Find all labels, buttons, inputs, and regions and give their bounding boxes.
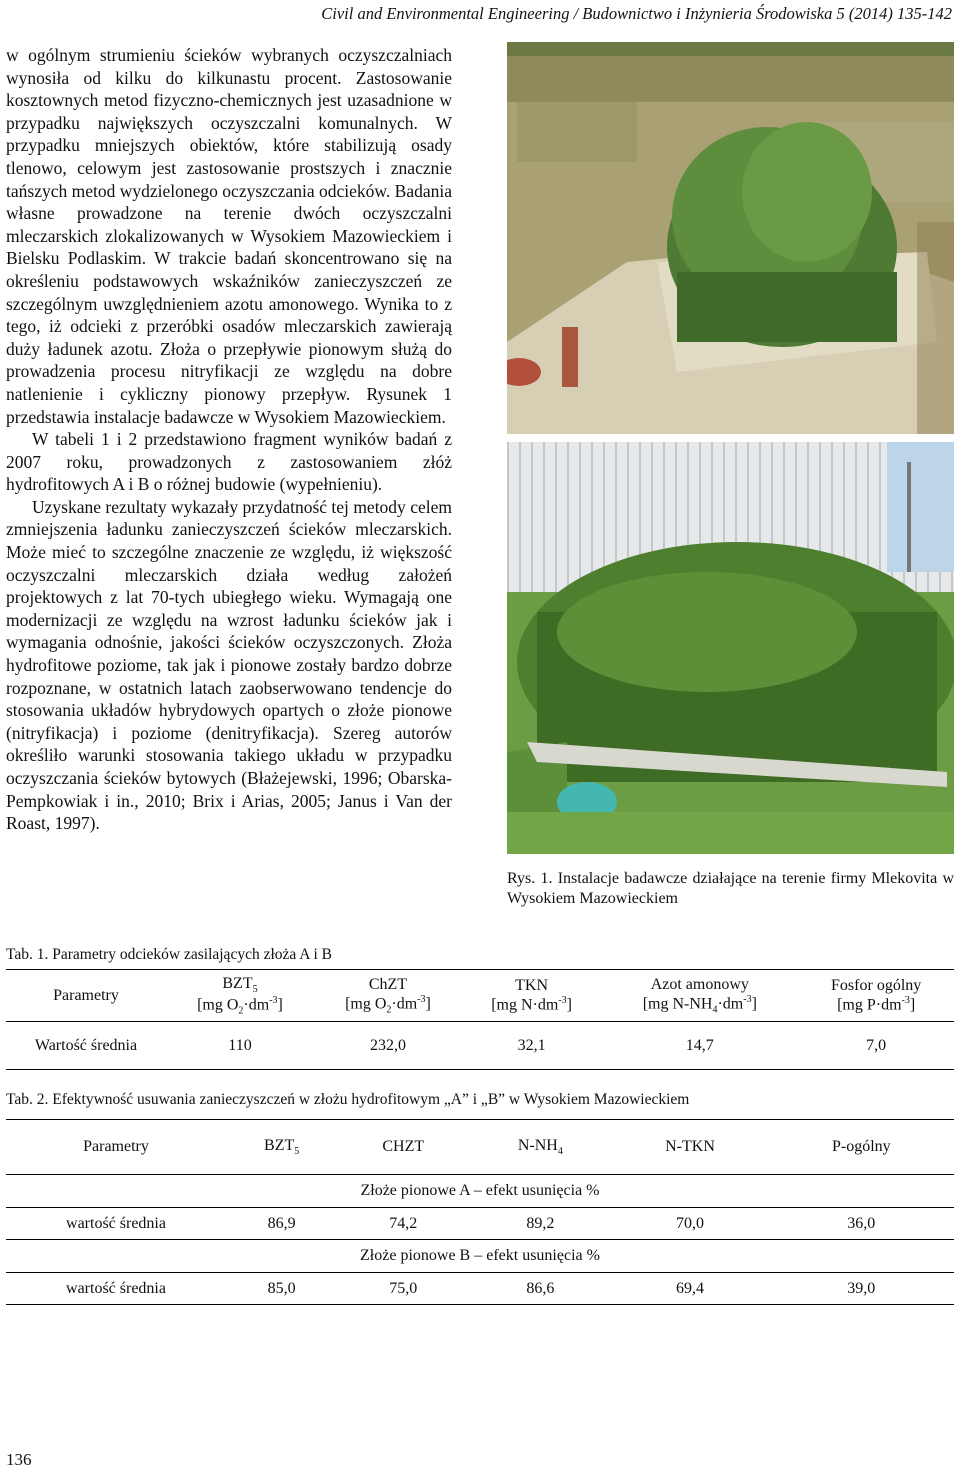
table2-col0-header: Parametry: [83, 1138, 149, 1155]
body-text: [6, 44, 452, 835]
table2-row-b-label: wartość średnia: [6, 1273, 226, 1305]
table-cell: 85,0: [226, 1273, 337, 1305]
table1-col0-header: Parametry: [53, 986, 119, 1004]
table-cell: 32,1: [517, 1036, 546, 1054]
table2-row-a-label: wartość średnia: [6, 1208, 226, 1240]
table1-caption: Tab. 1. Parametry odcieków zasilających złoża A i B: [6, 946, 333, 963]
table1-header-azot: Azot amonowy [mg $N-NH_4\cdot dm^{-3}$]: [642, 975, 757, 1016]
table1-header-bzt: $BZT_5$ [mg $O_2\cdot dm^{-3}$]: [197, 974, 283, 1017]
table-cell: 86,6: [469, 1273, 611, 1305]
table-row: [6, 1022, 954, 1070]
table1-header-fosfor: Fosfor ogólny [mg $P\cdot dm^{-3}$]: [831, 976, 922, 1014]
table-cell: 7,0: [866, 1036, 887, 1054]
table2-header-ntkn: N-TKN: [665, 1138, 715, 1155]
table-cell: 74,2: [337, 1208, 469, 1240]
table-cell: 36,0: [769, 1208, 954, 1240]
table1-row-label: Wartość średnia: [34, 1036, 138, 1054]
table2: [6, 1119, 954, 1305]
table-cell: 39,0: [769, 1273, 954, 1305]
figure-caption: Rys. 1. Instalacje badawcze działające na terenie firmy Mlekovita w Wysokiem Mazowieckiem: [507, 870, 954, 907]
table2-header-chzt: CHZT: [382, 1138, 425, 1155]
running-header: Civil and Environmental Engineering / Budownictwo i Inżynieria Środowiska 5 (2014) 135-142: [321, 4, 952, 23]
table-cell: 69,4: [611, 1273, 768, 1305]
table-cell: 70,0: [611, 1208, 768, 1240]
table-cell: 75,0: [337, 1273, 469, 1305]
table-cell: 110: [228, 1036, 252, 1054]
table-cell: 14,7: [685, 1036, 714, 1054]
photo-reed-bed-top: [507, 42, 954, 434]
table1-header-chzt: ChZT [mg $O_2\cdot dm^{-3}$]: [345, 975, 431, 1016]
page-number: 136: [6, 1450, 32, 1469]
table-cell: 232,0: [369, 1036, 406, 1054]
table2-caption: Tab. 2. Efektywność usuwania zanieczyszczeń w złożu hydrofitowym „A” i „B” w Wysokiem Mazowieckiem: [6, 1091, 690, 1108]
table-row: [6, 1208, 954, 1240]
table-cell: 89,2: [469, 1208, 611, 1240]
table2-section-b: Złoże pionowe B – efekt usunięcia %: [6, 1240, 954, 1273]
table-row: [6, 1273, 954, 1305]
table2-header-bzt: $BZT_5$: [264, 1136, 300, 1158]
paragraph-1: w ogólnym strumieniu ścieków wybranych oczyszczalniach wynosiła od kilku do kilkunastu procent. Zastosowanie kosztownych metod fizyczno-chemicznych jest uzasadnione w przypadku największych oczyszczalni komunalnych. W przypadku mniejszych obiektów, które stabilizują osady tlenowo, celowym jest zastosowanie prostszych i znacznie tańszych metod wydzielonego oczyszczania odcieków. Badania własne prowadzone na terenie dwóch oczyszczalni mleczarskich zlokalizowanych w Wysokiem Mazowieckiem i Bielsku Podlaskim. W trakcie badań skoncentrowano się na określeniu podstawowych wskaźników zanieczyszczeń ze szczególnym uwzględnieniem azotu amonowego. Wynika to z tego, iż odcieki z przeróbki osadów mleczarskich zawierają duży ładunek azotu. Złoża o przepływie pionowym służą do prowadzenia procesu nitryfikacji ze względu na dobre natlenienie i cykliczny pionowy przepływ. Rysunek 1 przedstawia instalacje badawcze w Wysokiem Mazowieckiem.: [6, 45, 452, 427]
photo-reed-bed-bottom: [507, 442, 954, 854]
table2-header-nnh4: $N-NH_4$: [517, 1136, 563, 1158]
table1-header-tkn: TKN [mg $N\cdot dm^{-3}$]: [491, 976, 572, 1014]
paragraph-3: Uzyskane rezultaty wykazały przydatność tej metody celem zmniejszenia ładunku zanieczyszczeń ścieków mleczarskich. Może mieć to szczególne znaczenie ze względu, iż większość oczyszczalni mleczarskich działa według założeń projektowych z lat 70-tych ubiegłego wieku. Wymagają one modernizacji ze względu na wzrost ładunku ścieków jak i wymagania odnośnie, jakości ścieków oczyszczonych. Złoża hydrofitowe poziome, tak jak i pionowe zostały bardzo dobrze rozpoznane, w ostatnich latach zaobserwowano tendencje do stosowania układów hybrydowych opartych o złoże pionowe (nitryfikacja) i poziome (denitryfikacja). Szereg autorów określiło warunki stosowania takiego układu w przypadku oczyszczania ścieków bytowych (Błażejewski, 1996; Obarska-Pempkowiak i in., 2010; Brix i Arias, 2005; Janus i Van der Roast, 1997).: [6, 496, 452, 834]
table2-section-a: Złoże pionowe A – efekt usunięcia %: [6, 1175, 954, 1208]
table2-header-pogolny: P-ogólny: [831, 1138, 891, 1155]
paragraph-2: W tabeli 1 i 2 przedstawiono fragment wyników badań z 2007 roku, prowadzonych z zastosowaniem złóż hydrofitowych A i B o różnej budowie (wypełnieniu).: [6, 429, 452, 495]
table1: [6, 969, 954, 1070]
table-cell: 86,9: [226, 1208, 337, 1240]
